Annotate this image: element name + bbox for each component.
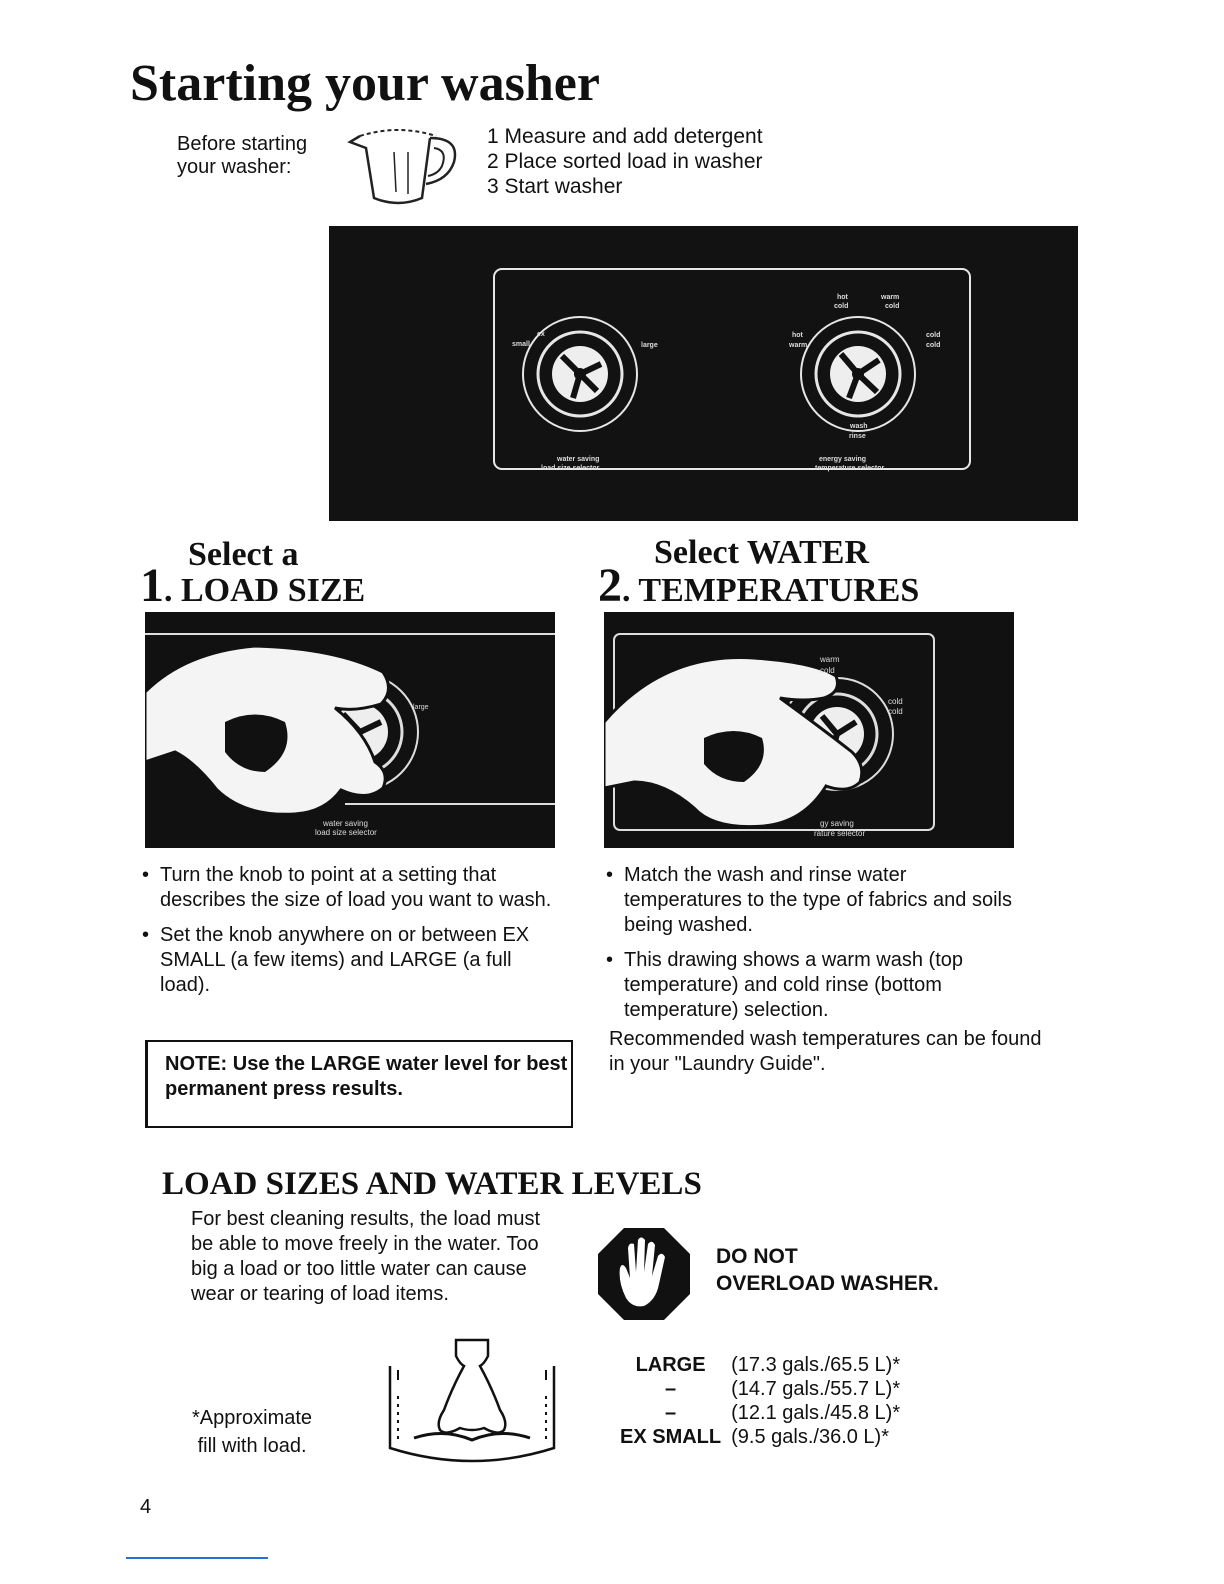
temp-caption-line-1: energy saving — [819, 456, 867, 463]
panel-label-temp: cold — [926, 342, 941, 349]
panel-label-temp: warm — [881, 294, 900, 301]
panel-label-temp: hot — [837, 294, 848, 301]
before-starting-label — [177, 133, 307, 179]
list-item: • Match the wash and rinse water temperatures to the type of fabrics and soils being washed. — [606, 863, 1024, 938]
panel-label-temp: cold — [885, 303, 900, 310]
section1-number: 1 — [140, 559, 164, 612]
approx-line-2: fill with load. — [197, 1435, 307, 1457]
section1-heading — [140, 559, 366, 612]
level-label: LARGE — [635, 1354, 706, 1376]
table-row — [620, 1377, 900, 1401]
photo2-caption-1: gy saving — [820, 819, 854, 828]
load-caption-line-2: load size selector — [541, 465, 600, 472]
section2-bullets — [606, 863, 1024, 1033]
load-size-photo — [145, 612, 555, 848]
load-sizes-heading: LOAD SIZES AND WATER LEVELS — [162, 1166, 702, 1202]
level-label: – — [665, 1402, 677, 1424]
control-panel-illustration — [329, 226, 1078, 521]
section2-heading — [598, 559, 920, 612]
list-item: • This drawing shows a warm wash (top temperature) and cold rinse (bottom temperature) selection. — [606, 948, 1024, 1023]
panel-label-small: small — [512, 341, 530, 348]
page-title: Starting your washer — [130, 55, 600, 112]
panel-label-wash: wash — [850, 423, 868, 430]
page-number: 4 — [140, 1496, 152, 1518]
step-item: 1 Measure and add detergent — [487, 125, 763, 148]
section1-bullets — [142, 863, 552, 1008]
list-item: • Turn the knob to point at a setting that describes the size of load you want to wash. — [142, 863, 552, 913]
temperature-photo — [604, 612, 1014, 848]
approximate-note — [192, 1404, 312, 1460]
level-value: (9.5 gals./36.0 L)* — [731, 1426, 889, 1448]
warning-line-2: OVERLOAD WASHER. — [716, 1272, 939, 1295]
hand-turning-temp-knob-drawing — [604, 612, 1014, 848]
step-item: 2 Place sorted load in washer — [487, 150, 763, 173]
before-line-2: your washer: — [177, 156, 292, 178]
photo2-label-cold: cold — [888, 697, 903, 706]
level-value: (17.3 gals./65.5 L)* — [731, 1354, 901, 1376]
washer-tub-icon — [384, 1336, 560, 1466]
section2-number: 2 — [598, 559, 622, 612]
start-steps-list — [487, 124, 763, 199]
temp-caption-line-2: temperature selector — [815, 465, 885, 472]
level-label: – — [665, 1378, 677, 1400]
photo2-caption-2: rature selector — [814, 829, 866, 838]
photo1-label-large: large — [413, 704, 429, 711]
photo2-label-warm: warm — [820, 655, 840, 664]
panel-label-temp: cold — [834, 303, 849, 310]
panel-label-temp: hot — [792, 332, 803, 339]
before-line-1: Before starting — [177, 133, 308, 155]
recommend-text: Recommended wash temperatures can be found in your "Laundry Guide". — [609, 1028, 1042, 1075]
table-row — [620, 1353, 900, 1377]
section2-line2: . TEMPERATURES — [622, 572, 920, 609]
water-levels-table — [620, 1353, 900, 1449]
table-row — [620, 1401, 900, 1425]
panel-label-temp: warm — [789, 342, 808, 349]
measuring-cup-icon — [338, 122, 468, 210]
list-item: • Set the knob anywhere on or between EX SMALL (a few items) and LARGE (a full load). — [142, 923, 552, 998]
temperature-knob-icon — [801, 317, 915, 431]
photo1-caption-2: load size selector — [315, 828, 377, 837]
panel-label-ex: ex — [537, 331, 545, 338]
panel-label-temp: cold — [926, 332, 941, 339]
photo2-label-cold: cold — [888, 707, 903, 716]
panel-label-rinse: rinse — [849, 433, 866, 440]
warning-line-1: DO NOT — [716, 1245, 798, 1268]
load-paragraph: For best cleaning results, the load must be able to move freely in the water. Too big a load or too little water can cause wear or tearing of load items. — [191, 1208, 541, 1305]
note-box: NOTE: Use the LARGE water level for best permanent press results. — [145, 1040, 573, 1128]
load-caption-line-1: water saving — [557, 456, 600, 463]
section1-line1: Select a — [188, 536, 299, 573]
photo1-caption-1: water saving — [323, 819, 368, 828]
approx-line-1: *Approximate — [192, 1407, 313, 1429]
section1-line2: . LOAD SIZE — [164, 572, 366, 609]
level-value: (12.1 gals./45.8 L)* — [731, 1402, 901, 1424]
step-item: 3 Start washer — [487, 175, 623, 198]
stop-hand-icon — [596, 1226, 692, 1322]
level-value: (14.7 gals./55.7 L)* — [731, 1378, 901, 1400]
hand-turning-knob-drawing — [145, 612, 555, 848]
level-label: EX SMALL — [620, 1426, 722, 1448]
panel-label-large: large — [641, 342, 658, 349]
section2-line1: Select WATER — [654, 534, 870, 571]
table-row — [620, 1425, 900, 1449]
control-panel-drawing — [329, 226, 1078, 521]
overload-warning — [716, 1243, 939, 1297]
photo2-label-cold: cold — [820, 666, 835, 675]
footer-divider — [126, 1557, 268, 1559]
